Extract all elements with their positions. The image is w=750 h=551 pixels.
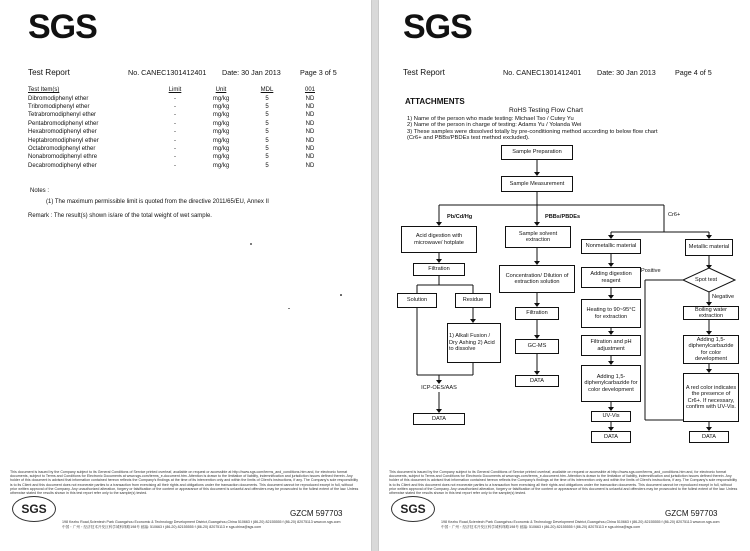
cell-limit: - — [174, 103, 176, 110]
flow-heating: Heating to 90~95°C for extraction — [581, 299, 641, 328]
flow-positive-label: Positive — [641, 268, 661, 274]
address-chinese: 中国・广州・经济技术开发区科学城科珠路198号 邮编: 510663 t (86-20) 82155555 f (86-20) 82075113 e sgs.china@sgs.com — [62, 525, 262, 529]
table-row — [28, 120, 330, 128]
scan-speck — [340, 294, 342, 296]
flow-icp-oes-aas: ICP-OES/AAS — [401, 384, 477, 392]
flow-adding-dpc: Adding 1,5-diphenylcarbazide for color development — [581, 365, 641, 402]
attachments-heading: ATTACHMENTS — [405, 97, 465, 106]
table-row — [28, 103, 330, 111]
flow-boiling-water: Boiling water extraction — [683, 306, 739, 320]
cell-test-item: Decabromodiphenyl ether — [28, 162, 97, 169]
address-chinese: 中国・广州・经济技术开发区科学城科珠路198号 邮编: 510663 t (86-20) 82155555 f (86-20) 82075113 e sgs.china@sgs.com — [441, 525, 641, 529]
cell-unit: mg/kg — [212, 120, 230, 127]
sgs-logo: SGS — [403, 8, 472, 46]
serial-number: GZCM 597703 — [665, 509, 718, 518]
flow-gc-ms: GC-MS — [515, 339, 559, 354]
cell-mdl: 5 — [265, 103, 269, 110]
flow-nonmetallic: Nonmetallic material — [581, 239, 641, 254]
branch-label-pb-cd-hg: Pb/Cd/Hg — [447, 214, 473, 220]
cell-mdl: 5 — [265, 137, 269, 144]
table-row — [28, 128, 330, 136]
col-test-item: Test Item(s) — [28, 87, 60, 94]
page-number: Page 3 of 5 — [300, 68, 337, 77]
cell-limit: - — [174, 162, 176, 169]
cell-test-item: Pentabromodiphenyl ether — [28, 120, 99, 127]
cell-result: ND — [305, 129, 315, 136]
table-header-row — [28, 86, 330, 94]
report-title: Test Report — [28, 68, 70, 77]
address-english: 198 Kezhu Road,Scientech Park Guangzhou Economic & Technology Development District,Guangzhou,China 510663 t (86-20) 82155555 f (86-20) 82075113 www.cn.sgs.com — [62, 520, 341, 524]
cell-test-item: Hexabromodiphenyl ether — [28, 129, 97, 136]
cell-mdl: 5 — [265, 129, 269, 136]
flow-data-4: DATA — [689, 431, 729, 443]
cell-unit: mg/kg — [212, 129, 230, 136]
cell-result: ND — [305, 95, 315, 102]
flow-solvent-extraction: Sample solvent extraction — [505, 226, 571, 248]
flow-filtration-1: Filtration — [413, 263, 465, 276]
flow-metallic: Metallic material — [685, 239, 733, 256]
flow-acid-digestion: Acid digestion with microwave/ hotplate — [401, 226, 477, 253]
cell-test-item: Tetrabromodiphenyl ether — [28, 112, 97, 119]
cell-test-item: Tribromodiphenyl ether — [28, 103, 90, 110]
table-row — [28, 94, 330, 102]
flow-data-3: DATA — [591, 431, 631, 443]
cell-unit: mg/kg — [212, 145, 230, 152]
table-row — [28, 145, 330, 153]
flow-uv-vis: UV-Vis — [591, 411, 631, 422]
flow-data-2: DATA — [515, 375, 559, 387]
report-date: Date: 30 Jan 2013 — [222, 68, 281, 77]
col-limit: Limit — [168, 87, 182, 94]
table-row — [28, 136, 330, 144]
flow-adding-dpc-2: Adding 1,5-diphenylcarbazide for color development — [683, 335, 739, 364]
intro-line-3: 3) These samples were dissolved totally by pre-conditioning method according to below flow chart — [407, 128, 658, 135]
sgs-seal: SGS — [391, 496, 435, 522]
footer-disclaimer: This document is issued by the Company subject to its General Conditions of Service printed overleaf, available on request or accessible at http://www.sgs.com/terms_and_conditions.htm and, for electronic format documents, subject to Terms and Conditions for Electronic Documents at www.sgs.com/terms_e-document.htm. Attention is drawn to the limitation of liability, indemnification and jurisdiction issues defined therein. Any holder of this document is advised that information contained hereon reflects the Company's findings at the time of its intervention only and within the limits of Client's instructions, if any. The Company's sole responsibility is to its Client and this document does not exonerate parties to a transaction from exercising all their rights and obligations under the transaction documents. This document cannot be reproduced except in full, without prior written approval of the Company. Any unauthorized alteration, forgery or falsification of the content or appearance of this document is unlawful and offenders may be prosecuted to the fullest extent of the law. Unless otherwise stated the results shown in this test report refer only to the sample(s) tested. — [10, 470, 359, 496]
flow-residue: Residue — [455, 293, 491, 308]
remark: Remark : The result(s) shown is/are of the total weight of wet sample. — [28, 213, 212, 219]
cell-result: ND — [305, 154, 315, 161]
footer-disclaimer: This document is issued by the Company subject to its General Conditions of Service printed overleaf, available on request or accessible at http://www.sgs.com/terms_and_conditions.htm and, for electronic format documents, subject to Terms and Conditions for Electronic Documents at www.sgs.com/terms_e-document.htm. Attention is drawn to the limitation of liability, indemnification and jurisdiction issues defined therein. Any holder of this document is advised that information contained hereon reflects the Company's findings at the time of its intervention only and within the limits of Client's instructions, if any. The Company's sole responsibility is to its Client and this document does not exonerate parties to a transaction from exercising all their rights and obligations under the transaction documents. This document cannot be reproduced except in full, without prior written approval of the Company. Any unauthorized alteration, forgery or falsification of the content or appearance of this document is unlawful and offenders may be prosecuted to the fullest extent of the law. Unless otherwise stated the results shown in this test report refer only to the sample(s) tested. — [389, 470, 738, 496]
flow-red-color: A red color indicates the presence of Cr6+. If necessary, confirm with UV-Vis. — [683, 373, 739, 422]
cell-test-item: Octabromodiphenyl ether — [28, 145, 96, 152]
scan-speck — [288, 308, 290, 309]
sgs-seal: SGS — [12, 496, 56, 522]
flow-sample-preparation: Sample Preparation — [501, 145, 573, 160]
footer-address — [441, 520, 720, 530]
cell-result: ND — [305, 137, 315, 144]
cell-limit: - — [174, 95, 176, 102]
flow-negative-label: Negative — [712, 294, 735, 300]
cell-result: ND — [305, 162, 315, 169]
cell-unit: mg/kg — [212, 162, 230, 169]
flow-spot-test: Spot test — [695, 277, 718, 283]
cell-limit: - — [174, 112, 176, 119]
cell-test-item: Nonabromodiphenyl ethre — [28, 154, 98, 161]
cell-test-item: Heptabromodiphenyl ether — [28, 137, 99, 144]
cell-unit: mg/kg — [212, 95, 230, 102]
flow-filtration-ph: Filtration and pH adjustment — [581, 335, 641, 356]
cell-unit: mg/kg — [212, 112, 230, 119]
branch-label-pbb-pbde: PBBs/PBDEs — [545, 214, 581, 220]
flow-adding-reagent: Adding digestion reagent — [581, 267, 641, 288]
intro-line-2: 2) Name of the person in charge of testing: Adams Yu / Yolanda Wei — [407, 122, 582, 129]
table-row — [28, 111, 330, 119]
intro-line-1: 1) Name of the person who made testing: Michael Tso / Cutey Yu — [407, 116, 574, 122]
flow-sample-measurement: Sample Measurement — [501, 176, 573, 192]
report-title: Test Report — [403, 68, 445, 77]
note-1: (1) The maximum permissible limit is quoted from the directive 2011/65/EU, Annex II — [46, 199, 269, 205]
table-row — [28, 153, 330, 161]
cell-unit: mg/kg — [212, 154, 230, 161]
flow-data-1: DATA — [413, 413, 465, 425]
report-number: No. CANEC1301412401 — [128, 68, 207, 77]
cell-limit: - — [174, 137, 176, 144]
cell-mdl: 5 — [265, 154, 269, 161]
report-page-4 — [379, 0, 750, 551]
flow-alkali-fusion: 1) Alkali Fusion / Dry Ashing 2) Acid to dissolve — [447, 323, 501, 363]
report-date: Date: 30 Jan 2013 — [597, 68, 656, 77]
sgs-logo: SGS — [28, 8, 97, 46]
cell-limit: - — [174, 145, 176, 152]
branch-label-cr6: Cr6+ — [668, 212, 681, 218]
flow-concentration: Concentration/ Dilution of extraction solution — [499, 265, 575, 293]
cell-result: ND — [305, 103, 315, 110]
scan-speck — [250, 243, 252, 245]
col-mdl: MDL — [260, 87, 274, 94]
col-unit: Unit — [215, 87, 227, 94]
cell-unit: mg/kg — [212, 103, 230, 110]
results-table — [28, 86, 330, 170]
cell-result: ND — [305, 145, 315, 152]
serial-number: GZCM 597703 — [290, 509, 343, 518]
address-english: 198 Kezhu Road,Scientech Park Guangzhou Economic & Technology Development District,Guangzhou,China 510663 t (86-20) 82155555 f (86-20) 82075113 www.cn.sgs.com — [441, 520, 720, 524]
cell-mdl: 5 — [265, 162, 269, 169]
flow-chart-title: RoHS Testing Flow Chart — [509, 107, 583, 114]
flow-filtration-2: Filtration — [515, 307, 559, 320]
report-page-3 — [0, 0, 371, 551]
footer-address — [62, 520, 341, 530]
cell-result: ND — [305, 120, 315, 127]
col-sample-001: 001 — [304, 87, 315, 94]
intro-line-4: (Cr6+ and PBBs/PBDEs test method excluded). — [407, 135, 530, 142]
cell-unit: mg/kg — [212, 137, 230, 144]
cell-limit: - — [174, 120, 176, 127]
cell-mdl: 5 — [265, 145, 269, 152]
table-row — [28, 162, 330, 170]
cell-mdl: 5 — [265, 120, 269, 127]
page-number: Page 4 of 5 — [675, 68, 712, 77]
cell-limit: - — [174, 154, 176, 161]
flow-solution: Solution — [397, 293, 437, 308]
cell-mdl: 5 — [265, 95, 269, 102]
cell-test-item: Dibromodiphenyl ether — [28, 95, 89, 102]
notes-label: Notes : — [30, 188, 50, 194]
cell-result: ND — [305, 112, 315, 119]
report-number: No. CANEC1301412401 — [503, 68, 582, 77]
cell-mdl: 5 — [265, 112, 269, 119]
cell-limit: - — [174, 129, 176, 136]
